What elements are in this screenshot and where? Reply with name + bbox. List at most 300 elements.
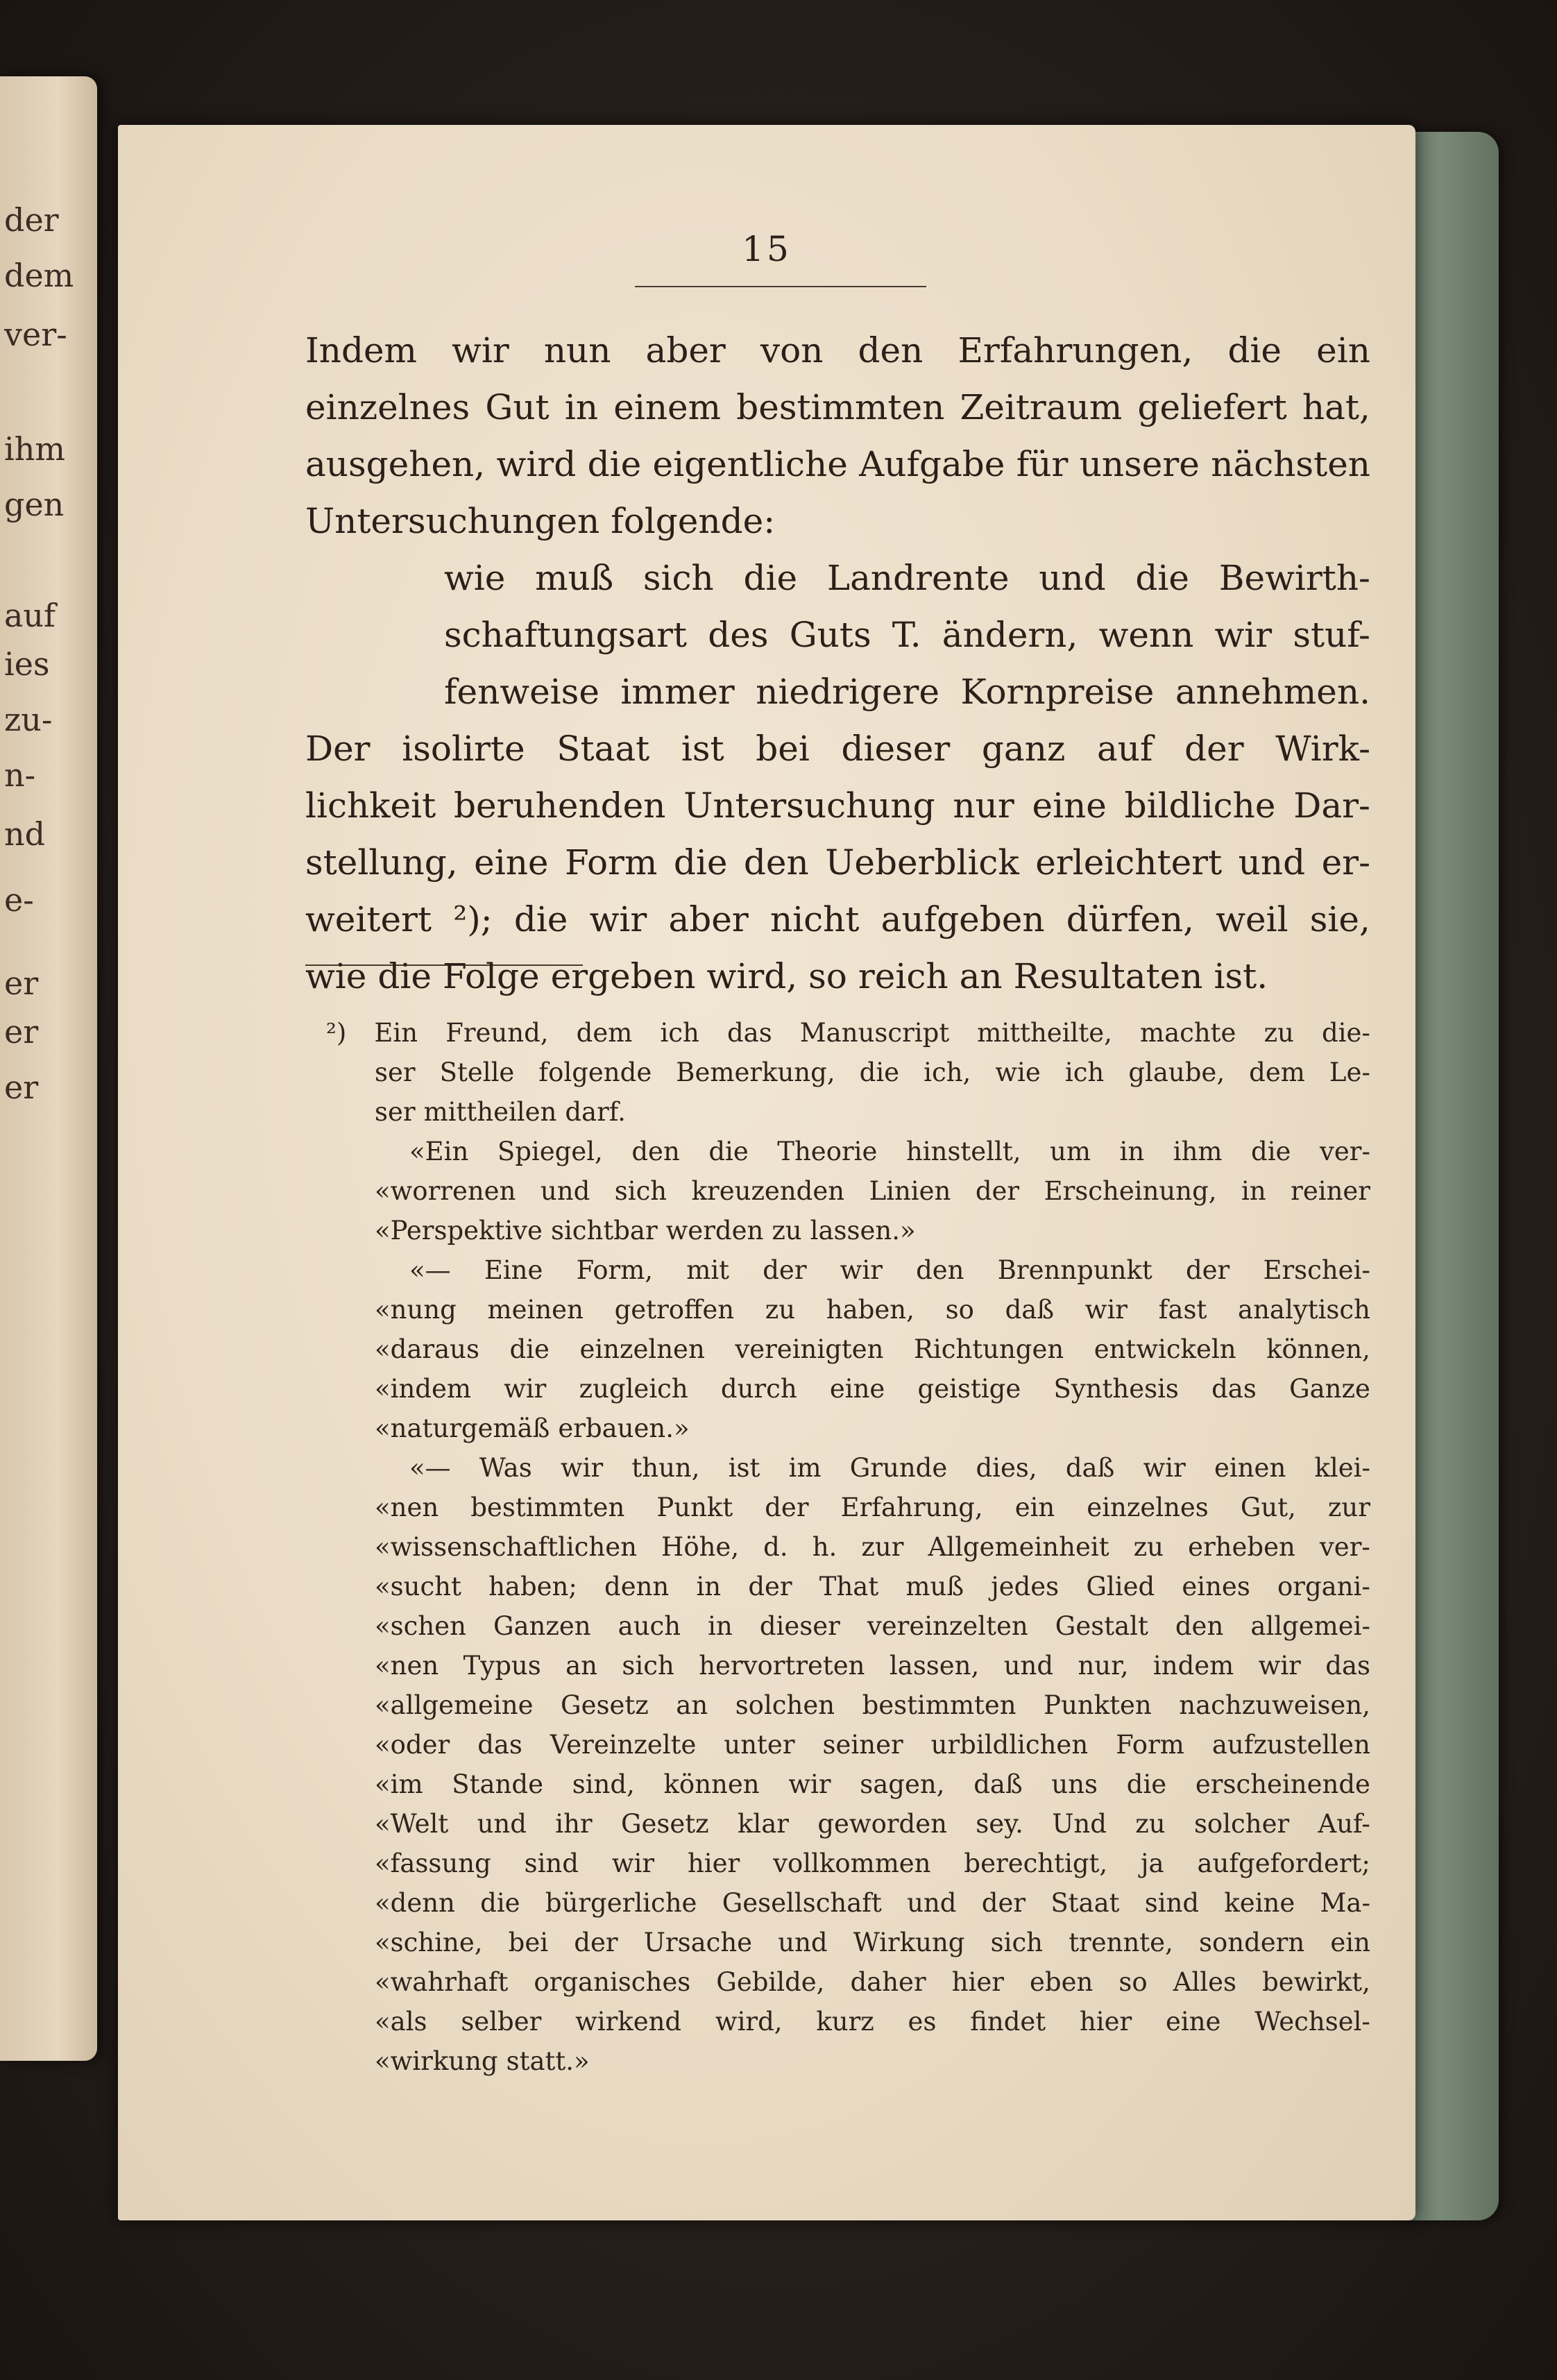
word: eine — [474, 842, 549, 883]
word: Staat — [1050, 1888, 1120, 1918]
word: annehmen. — [1175, 672, 1370, 712]
word: können, — [1266, 1334, 1370, 1364]
word: allgemei- — [1250, 1611, 1370, 1641]
word: auch — [618, 1611, 681, 1641]
word: Glied — [1086, 1572, 1155, 1601]
footnote-line — [375, 1290, 1370, 1330]
word: zu — [1133, 1532, 1164, 1562]
word: jedes — [991, 1572, 1060, 1601]
word: Ma- — [1320, 1888, 1370, 1918]
word: organi- — [1277, 1572, 1370, 1601]
word: «indem — [375, 1374, 471, 1404]
word: Indem — [305, 330, 417, 371]
word: darf. — [565, 1097, 626, 1127]
previous-page-text-fragment: dem — [4, 257, 74, 294]
word: und — [477, 1809, 527, 1839]
word: immer — [620, 672, 735, 712]
word: bildliche — [1124, 785, 1276, 826]
word: «Perspektive — [375, 1216, 543, 1246]
word: Gesetz — [561, 1690, 649, 1720]
word: uns — [1051, 1769, 1098, 1799]
word: eines — [1182, 1572, 1250, 1601]
word: bestimmten — [736, 387, 945, 427]
word: fenweise — [444, 672, 599, 712]
word: der — [981, 1888, 1026, 1918]
word: «schine, — [375, 1928, 483, 1957]
word: aufgefordert; — [1197, 1848, 1370, 1878]
page-number: 15 — [742, 229, 792, 269]
word: d. — [763, 1532, 788, 1562]
word: stellung, — [305, 842, 458, 883]
word: hier — [1079, 2007, 1132, 2037]
word: an — [676, 1690, 708, 1720]
word: sey. — [976, 1809, 1023, 1839]
word: eine — [829, 1374, 885, 1404]
word: aufgeben — [880, 899, 1045, 940]
word: Spiegel, — [497, 1137, 603, 1166]
word: geistige — [917, 1374, 1021, 1404]
book-cover-edge — [1402, 132, 1499, 2220]
word: ²); — [453, 899, 493, 940]
footnote-line — [375, 1844, 1370, 1884]
word: einzelnen — [579, 1334, 705, 1364]
word: «worrenen — [375, 1176, 516, 1206]
word: und — [1039, 558, 1106, 598]
word: Grunde — [849, 1453, 948, 1483]
word: isolirte — [402, 729, 525, 769]
word: wenn — [1098, 615, 1194, 655]
word: urbildlichen — [930, 1730, 1089, 1760]
word: und — [778, 1928, 828, 1957]
word: Erfahrungen, — [958, 330, 1193, 371]
word: daß — [1005, 1295, 1055, 1325]
word: der — [765, 1493, 809, 1522]
word: so — [808, 956, 847, 996]
word: thun, — [631, 1453, 700, 1483]
word: sind — [524, 1848, 579, 1878]
word: hat, — [1302, 387, 1370, 427]
previous-page-text-fragment: zu- — [4, 701, 53, 738]
word: Ein — [374, 1018, 418, 1048]
word: Aufgabe — [859, 444, 1005, 484]
word: entwickeln — [1094, 1334, 1236, 1364]
word: kreuzenden — [691, 1176, 845, 1206]
word: «daraus — [375, 1334, 479, 1364]
word: so — [945, 1295, 974, 1325]
previous-page-edge — [0, 76, 97, 2061]
word: eine — [1166, 2007, 1221, 2037]
word: lichkeit — [305, 785, 436, 826]
word: sich — [643, 558, 714, 598]
word: an — [565, 1651, 597, 1681]
word: wir — [504, 1374, 547, 1404]
word: einem — [613, 387, 722, 427]
word: Wirk- — [1275, 729, 1370, 769]
word: Gesetz — [620, 1809, 709, 1839]
word: machte — [1139, 1018, 1236, 1048]
word: werden — [665, 1216, 764, 1246]
word: Höhe, — [661, 1532, 740, 1562]
word: solchen — [735, 1690, 835, 1720]
word: hier — [687, 1848, 740, 1878]
word: ist — [681, 729, 724, 769]
word: und — [1238, 842, 1306, 883]
word: wir — [1258, 1651, 1301, 1681]
word: Typus — [463, 1651, 541, 1681]
word: meinen — [487, 1295, 584, 1325]
word: wir — [1143, 1453, 1186, 1483]
word: bürgerliche — [545, 1888, 697, 1918]
word: ein — [1330, 1928, 1370, 1957]
word: Synthesis — [1053, 1374, 1179, 1404]
word: «sucht — [375, 1572, 461, 1601]
word: wir — [611, 1848, 655, 1878]
word: vollkommen — [773, 1848, 931, 1878]
word: Manuscript — [799, 1018, 950, 1048]
footnote-line — [375, 1171, 1370, 1212]
word: glaube, — [1128, 1057, 1225, 1087]
word: bestimmten — [470, 1493, 625, 1522]
word: mittheilte, — [977, 1018, 1112, 1048]
word: Alles — [1173, 1967, 1237, 1997]
word: zu — [1135, 1809, 1166, 1839]
word: in — [564, 387, 599, 427]
word: Ueberblick — [825, 842, 1019, 883]
word: die — [708, 1137, 749, 1166]
word: niedrigere — [756, 672, 939, 712]
footnote-line — [375, 1211, 1370, 1251]
previous-page-text-fragment: ihm — [4, 430, 65, 468]
word: Gestalt — [1055, 1611, 1148, 1641]
word: die — [377, 956, 432, 996]
word: «nung — [375, 1295, 457, 1325]
word: «naturgemäß — [375, 1413, 550, 1443]
word: wir — [840, 1255, 883, 1285]
previous-page-text-fragment: er — [4, 964, 39, 1002]
word: T. — [892, 615, 921, 655]
footnote-line — [375, 1765, 1370, 1805]
word: Gebilde, — [716, 1967, 825, 1997]
word: zur — [1327, 1493, 1370, 1522]
word: Brennpunkt — [997, 1255, 1152, 1285]
word: wie — [995, 1057, 1041, 1087]
word: ändern, — [942, 615, 1078, 655]
footnote-line — [375, 1092, 1370, 1132]
word: Le- — [1329, 1057, 1370, 1087]
word: «— — [409, 1255, 451, 1285]
word: sich — [622, 1651, 674, 1681]
word: einzelnes — [1087, 1493, 1209, 1522]
word: Eine — [484, 1255, 543, 1285]
word: Folge — [442, 956, 540, 996]
word: seiner — [822, 1730, 903, 1760]
word: «fassung — [375, 1848, 491, 1878]
word: Erscheinung, — [1044, 1176, 1217, 1206]
word: er- — [1321, 842, 1370, 883]
word: Kornpreise — [960, 672, 1155, 712]
word: haben, — [826, 1295, 914, 1325]
word: dem — [1249, 1057, 1305, 1087]
word: sondern — [1199, 1928, 1305, 1957]
word: die — [480, 1888, 520, 1918]
word: in — [1119, 1137, 1145, 1166]
word: in — [696, 1572, 722, 1601]
word: trennte, — [1069, 1928, 1173, 1957]
word: das — [1325, 1651, 1370, 1681]
word: daß — [973, 1769, 1023, 1799]
body-line — [444, 668, 1370, 716]
body-line — [305, 838, 1370, 887]
word: Und — [1052, 1809, 1107, 1839]
word: und — [1003, 1651, 1054, 1681]
word: indem — [1152, 1651, 1234, 1681]
word: in — [708, 1611, 733, 1641]
word: sie, — [1309, 899, 1370, 940]
word: nicht — [769, 899, 860, 940]
word: denn — [604, 1572, 670, 1601]
word: zu — [772, 1216, 802, 1246]
footnote-line — [375, 1804, 1370, 1844]
word: Der — [305, 729, 371, 769]
word: muß — [535, 558, 614, 598]
word: schaftungsart — [444, 615, 688, 655]
word: «Welt — [375, 1809, 449, 1839]
word: aber — [668, 899, 749, 940]
word: ihm — [1173, 1137, 1223, 1166]
body-line — [305, 724, 1370, 773]
word: den — [858, 330, 924, 371]
word: ver- — [1319, 1532, 1370, 1562]
word: wirkend — [575, 2007, 682, 2037]
word: getroffen — [614, 1295, 735, 1325]
body-line — [305, 895, 1370, 944]
word: die — [673, 842, 728, 883]
word: sind — [1144, 1888, 1200, 1918]
word: «als — [375, 2007, 427, 2037]
word: Richtungen — [914, 1334, 1064, 1364]
word: ihr — [555, 1809, 593, 1839]
word: Guts — [789, 615, 871, 655]
word: Vereinzelte — [550, 1730, 697, 1760]
word: die — [1251, 1137, 1291, 1166]
word: mit — [686, 1255, 730, 1285]
word: Wirkung — [853, 1928, 965, 1957]
previous-page-text-fragment: e- — [4, 881, 34, 919]
word: vereinzelten — [867, 1611, 1028, 1641]
word: «im — [375, 1769, 423, 1799]
word: Auf- — [1318, 1809, 1370, 1839]
word: in — [1241, 1176, 1266, 1206]
word: nächsten — [1211, 444, 1370, 484]
footnote-line — [375, 1053, 1370, 1093]
word: im — [788, 1453, 822, 1483]
word: Punkten — [1044, 1690, 1152, 1720]
word: Punkt — [656, 1493, 733, 1522]
word: Ganzen — [493, 1611, 591, 1641]
word: das — [477, 1730, 522, 1760]
word: berechtigt, — [964, 1848, 1108, 1878]
word: Allgemeinheit — [928, 1532, 1109, 1562]
footnote-line — [375, 1606, 1370, 1647]
word: bei — [756, 729, 810, 769]
footnote-line — [375, 1488, 1370, 1528]
footnote-line — [375, 1923, 1370, 1963]
footnote-line — [375, 1329, 1370, 1370]
word: wir — [560, 1453, 604, 1483]
word: daß — [1065, 1453, 1115, 1483]
word: Gut — [485, 387, 550, 427]
word: Landrente — [826, 558, 1010, 598]
word: stuf- — [1293, 615, 1370, 655]
word: wir — [788, 1769, 831, 1799]
word: dem — [576, 1018, 633, 1048]
word: «— — [409, 1453, 451, 1483]
word: dieser — [759, 1611, 840, 1641]
word: die — [743, 558, 798, 598]
word: wie — [305, 956, 367, 996]
word: Ganze — [1289, 1374, 1370, 1404]
word: sich — [614, 1176, 667, 1206]
previous-page-text-fragment: er — [4, 1013, 39, 1051]
word: wie — [444, 558, 506, 598]
word: geworden — [817, 1809, 947, 1839]
word: solcher — [1193, 1809, 1290, 1839]
word: daher — [850, 1967, 926, 1997]
word: selber — [461, 2007, 542, 2037]
word: klei- — [1314, 1453, 1370, 1483]
word: zu — [765, 1295, 796, 1325]
word: unter — [724, 1730, 795, 1760]
word: Zeitraum — [960, 387, 1123, 427]
word: lassen.» — [810, 1216, 916, 1246]
word: ist — [728, 1453, 760, 1483]
previous-page-text-fragment: der — [4, 201, 59, 239]
word: ser — [375, 1057, 416, 1087]
word: wird, — [706, 956, 798, 996]
word: geliefert — [1137, 387, 1287, 427]
word: «wissenschaftlichen — [375, 1532, 637, 1562]
word: ich — [1064, 1057, 1105, 1087]
word: ja — [1141, 1848, 1164, 1878]
word: ich — [660, 1018, 699, 1048]
word: zugleich — [579, 1374, 688, 1404]
word: weitert — [305, 899, 432, 940]
word: ergeben — [550, 956, 696, 996]
word: Untersuchungen — [305, 501, 600, 541]
word: einen — [1214, 1453, 1286, 1483]
word: Stande — [452, 1769, 543, 1799]
word: «wahrhaft — [375, 1967, 509, 1997]
footnote-line — [375, 1962, 1370, 2003]
word: Linien — [869, 1176, 951, 1206]
word: den — [631, 1137, 680, 1166]
word: wir — [589, 899, 647, 940]
word: für — [1016, 444, 1069, 484]
word: eben — [1030, 1967, 1094, 1997]
word: Was — [479, 1453, 532, 1483]
word: sichtbar — [550, 1216, 658, 1246]
word: organisches — [534, 1967, 691, 1997]
word: Bemerkung, — [676, 1057, 835, 1087]
word: eine — [1032, 785, 1107, 826]
body-line — [305, 781, 1370, 830]
word: Stelle — [439, 1057, 515, 1087]
footnote-line — [375, 1567, 1370, 1607]
word: beruhenden — [453, 785, 666, 826]
word: die — [1227, 330, 1282, 371]
word: nur — [953, 785, 1014, 826]
body-line — [305, 497, 1370, 545]
footnote-line — [375, 1409, 1370, 1449]
word: wir — [1214, 615, 1273, 655]
previous-page-text-fragment: n- — [4, 756, 36, 794]
word: aber — [645, 330, 726, 371]
word: nachzuweisen, — [1179, 1690, 1370, 1720]
word: dieser — [841, 729, 951, 769]
word: hervortreten — [699, 1651, 865, 1681]
word: erbauen.» — [558, 1413, 690, 1443]
word: folgende: — [611, 501, 776, 541]
body-line — [305, 326, 1370, 375]
word: Theorie — [777, 1137, 878, 1166]
word: des — [708, 615, 769, 655]
word: ein — [1014, 1493, 1055, 1522]
word: der — [975, 1176, 1020, 1206]
word: muß — [905, 1572, 964, 1601]
word: nur, — [1078, 1651, 1129, 1681]
word: fast — [1158, 1295, 1207, 1325]
previous-page-text-fragment: nd — [4, 815, 46, 853]
word: den — [916, 1255, 964, 1285]
word: erleichtert — [1035, 842, 1223, 883]
word: durch — [720, 1374, 797, 1404]
word: an — [959, 956, 1003, 996]
word: wird — [496, 444, 577, 484]
word: ²) — [326, 1018, 347, 1048]
word: reich — [858, 956, 948, 996]
word: erscheinende — [1195, 1769, 1370, 1799]
word: «nen — [375, 1493, 439, 1522]
footnote-line — [326, 1013, 1370, 1053]
word: die- — [1322, 1018, 1370, 1048]
word: die — [1126, 1769, 1167, 1799]
word: «allgemeine — [375, 1690, 534, 1720]
word: der — [1185, 1255, 1230, 1285]
word: eigentliche — [652, 444, 848, 484]
word: «wirkung — [375, 2046, 498, 2076]
footnote-line — [375, 1646, 1370, 1686]
word: hinstellt, — [905, 1137, 1021, 1166]
word: «oder — [375, 1730, 450, 1760]
word: Form — [564, 842, 658, 883]
word: klar — [737, 1809, 789, 1839]
word: zu — [1264, 1018, 1294, 1048]
footnote-line — [375, 2041, 1370, 2082]
word: erheben — [1188, 1532, 1295, 1562]
word: ich, — [924, 1057, 971, 1087]
word: mittheilen — [423, 1097, 557, 1127]
word: Gut, — [1240, 1493, 1296, 1522]
header-rule — [635, 286, 926, 287]
word: h. — [812, 1532, 837, 1562]
word: Resultaten — [1013, 956, 1203, 996]
word: Bewirth- — [1218, 558, 1370, 598]
word: ein — [1316, 330, 1370, 371]
word: That — [819, 1572, 879, 1601]
footnote-line — [375, 1725, 1370, 1765]
word: das — [1211, 1374, 1257, 1404]
word: Erschei- — [1263, 1255, 1370, 1285]
